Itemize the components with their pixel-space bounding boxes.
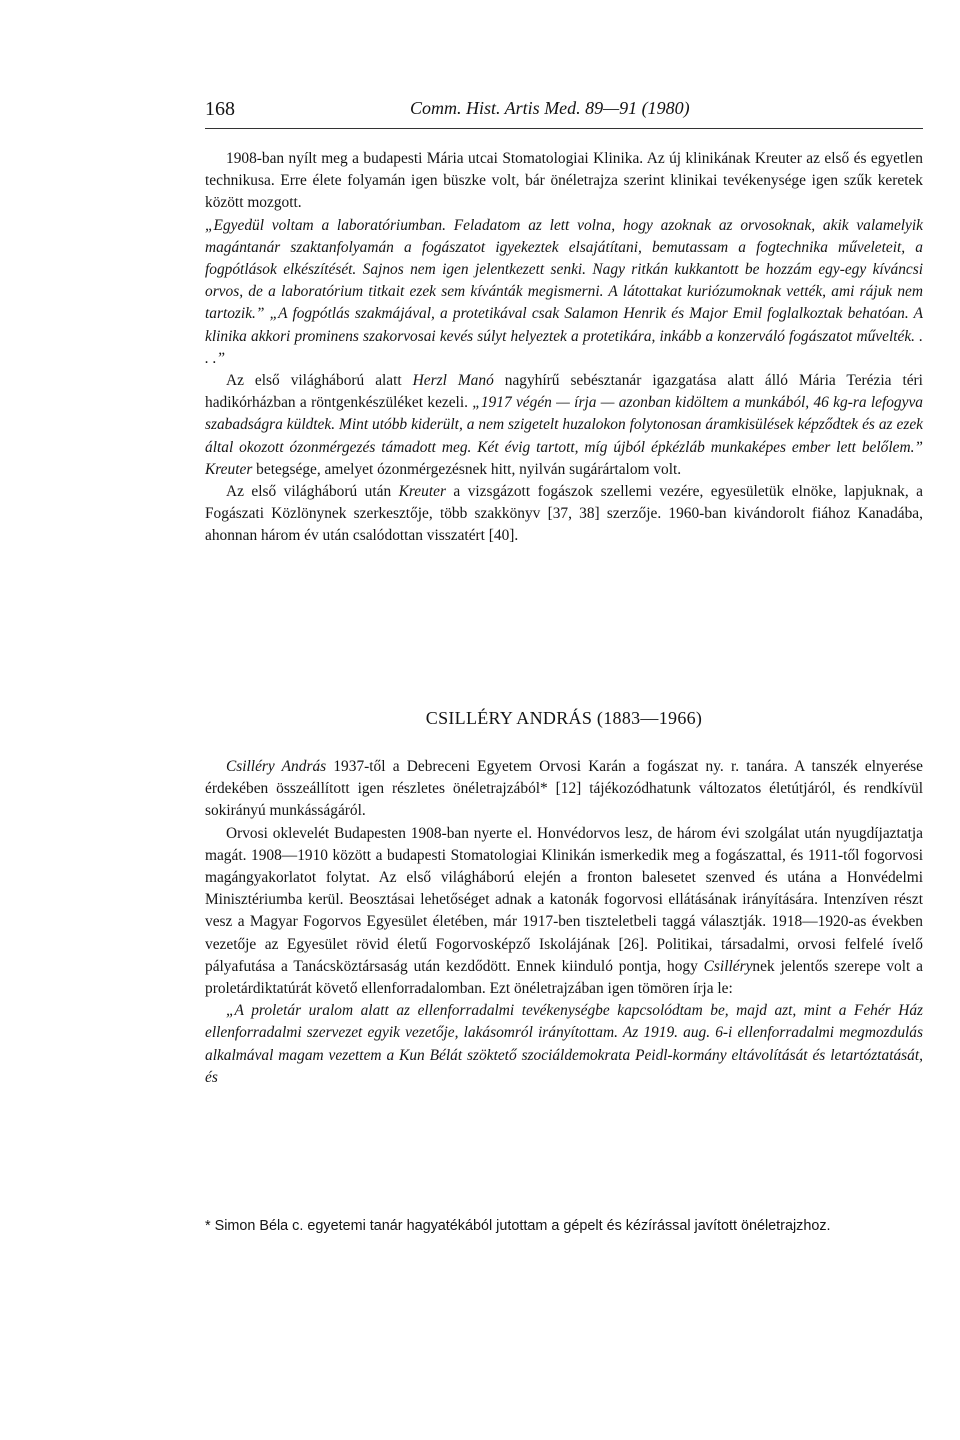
page-number: 168: [205, 98, 235, 120]
paragraph: Orvosi oklevelét Budapesten 1908-ban nyerte el. Honvédorvos lesz, de három évi szolgálat után nyugdíjaztatja magát. 1908—1910 között a budapesti Stomatologiai Klinikán ismerkedik meg a fogászattal, és 1911-től fogorvosi magángyakorlatot folytat. Az első világháború elején a fronton balesetet szenved és utána a Honvédelmi Minisztériumba kerül. Beosztásai lehetőséget adnak a katonák fogorvosi ellátásának irányítására. Intenzíven részt vesz a Magyar Fogorvos Egyesület életében, már 1917-ben tiszteletbeli taggá választják. 1918—1920-as években vezetője az Egyesület rövid életű Fogorvosképző Iskolájának [26]. Politikai, társadalmi, orvosi felfelé ívelő pályafutása a Tanácsköztársaság után kezdődött. Ennek kiinduló pontja, hogy Csillérynek jelentős szerepe volt a proletárdiktatúrát követő ellenforradalomban. Ezt önéletrajzában igen tömören írja le:: [205, 824, 923, 998]
person-name: Kreuter: [398, 483, 446, 501]
quote: „Egyedül voltam a laboratóriumban. Feladatom az lett volna, hogy azoknak az orvosoknak, akik valamelyik magántanár szaktanfolyamán a fogászatot igyekeztek elsajátítani, bemutassam a fogtechnika műveleteit, a fogpótlások elkészítését. Sajnos nem igen jelentkezett senki. Nagy ritkán kukkantott be hozzám egy-egy kíváncsi orvos, de a laboratórium titkait ezek sem kívánták megismerni. A látottakat kuriózumoknak vették, ami rájuk nem tartozik.” „A fogpótlás szakmájával, a protetikával csak Salamon Henrik és Major Emil foglalkoztak behatóan. A klinika akkori prominens szakorvosai kevés súlyt helyeztek a protetikára, inkább a konzerváló fogászatot művelték. . . .”: [205, 216, 923, 367]
section-heading: CSILLÉRY ANDRÁS (1883—1966): [425, 708, 703, 728]
footnote: [205, 1216, 923, 1236]
page-header: [205, 92, 923, 128]
footnote-text: * Simon Béla c. egyetemi tanár hagyatékából jutottam a gépelt és kézírással javított önéletrajzhoz.: [205, 1218, 831, 1234]
person-name: Csilléry András: [226, 758, 327, 775]
section-csillery-text: [205, 756, 923, 1089]
paragraph: Az első világháború alatt Herzl Manó nagyhírű sebésztanár igazgatása alatt álló Mária Terézia téri hadikórházban a röntgenkészüléket kezeli. „1917 végén — írja — azonban kidöltem a munkából, 46 kg-ra lefogyva szabadságra küldtek. Mint utóbb kiderült, a nem szigetelt huzalokon folytonosan áramkisülések képződtek és az ezek által okozott ózonmérgezés támadott meg. Két évig tartott, míg újból épkézláb munkaképes ember lett belőlem.” Kreuter betegsége, amelyet ózonmérgezésnek hitt, nyilván sugárártalom volt.: [205, 372, 923, 478]
person-name: Herzl Manó: [412, 372, 494, 390]
header-rule: [205, 128, 923, 129]
section-kreuter-text: [205, 148, 923, 548]
paragraph: Csilléry András 1937-től a Debreceni Egyetem Orvosi Karán a fogászat ny. r. tanára. A tanszék elnyerése érdekében összeállított igen részletes önéletrajzából* [12] tájékozódhatunk változatos életútjáról, és rendkívül sokirányú munkásságáról.: [205, 758, 923, 820]
journal-citation: Comm. Hist. Artis Med. 89—91 (1980): [410, 98, 690, 118]
quote: „1917 végén — írja — azonban kidöltem a munkából, 46 kg-ra lefogyva szabadságra küldtek. Mint utóbb kiderült, a nem szigetelt huzalokon folytonosan áramkisülések képződtek és az ezek által okozott ózonmérgezés támadott meg. Két évig tartott, míg újból épkézláb munkaképes ember lett belőlem.”: [205, 394, 923, 456]
quote: „A proletár uralom alatt az ellenforradalmi tevékenységbe kapcsolódtam be, majd azt, mint a Fehér Ház ellenforradalmi szervezet egyik vezetője, lakásomról irányítottam. Az 1919. aug. 6-i ellenforradalmi megmozdulás alkalmával magam vezettem a Kun Bélát szöktető szociáldemokrata Peidl-kormány eltávolítását és letartóztatását, és: [205, 1002, 923, 1086]
paragraph: 1908-ban nyílt meg a budapesti Mária utcai Stomatologiai Klinika. Az új klinikának Kreuter az első és egyetlen technikusa. Erre élete folyamán igen büszke volt, bár önéletrajza szerint klinikai tevékenysége igen szűk keretek között mozgott. „Egyedül voltam a laboratóriumban. Feladatom az lett volna, hogy azoknak az orvosoknak, akik valamelyik magántanár szaktanfolyamán a fogászatot igyekeztek elsajátítani, bemutassam a fogtechnika műveleteit, a fogpótlások elkészítését. Sajnos nem igen jelentkezett senki. Nagy ritkán kukkantott be hozzám egy-egy kíváncsi orvos, de a laboratórium titkait ezek sem kívánták megismerni. A látottakat kuriózumoknak vették, ami rájuk nem tartozik.” „A fogpótlás szakmájával, a protetikával csak Salamon Henrik és Major Emil foglalkoztak behatóan. A klinika akkori prominens szakorvosai kevés súlyt helyeztek a protetikára, inkább a konzerváló fogászatot művelték. . . .”: [205, 150, 923, 367]
person-name: Csilléry: [703, 957, 753, 975]
paragraph: Az első világháború után Kreuter a vizsgázott fogászok szellemi vezére, egyesületük elnöke, lapjuknak, a Fogászati Közlönynek szerkesztője, több szakkönyv [37, 38] szerzője. 1960-ban kivándorolt fiához Kanadába, ahonnan három év után csalódottan visszatért [40].: [205, 483, 923, 545]
person-name: Kreuter: [205, 460, 253, 478]
